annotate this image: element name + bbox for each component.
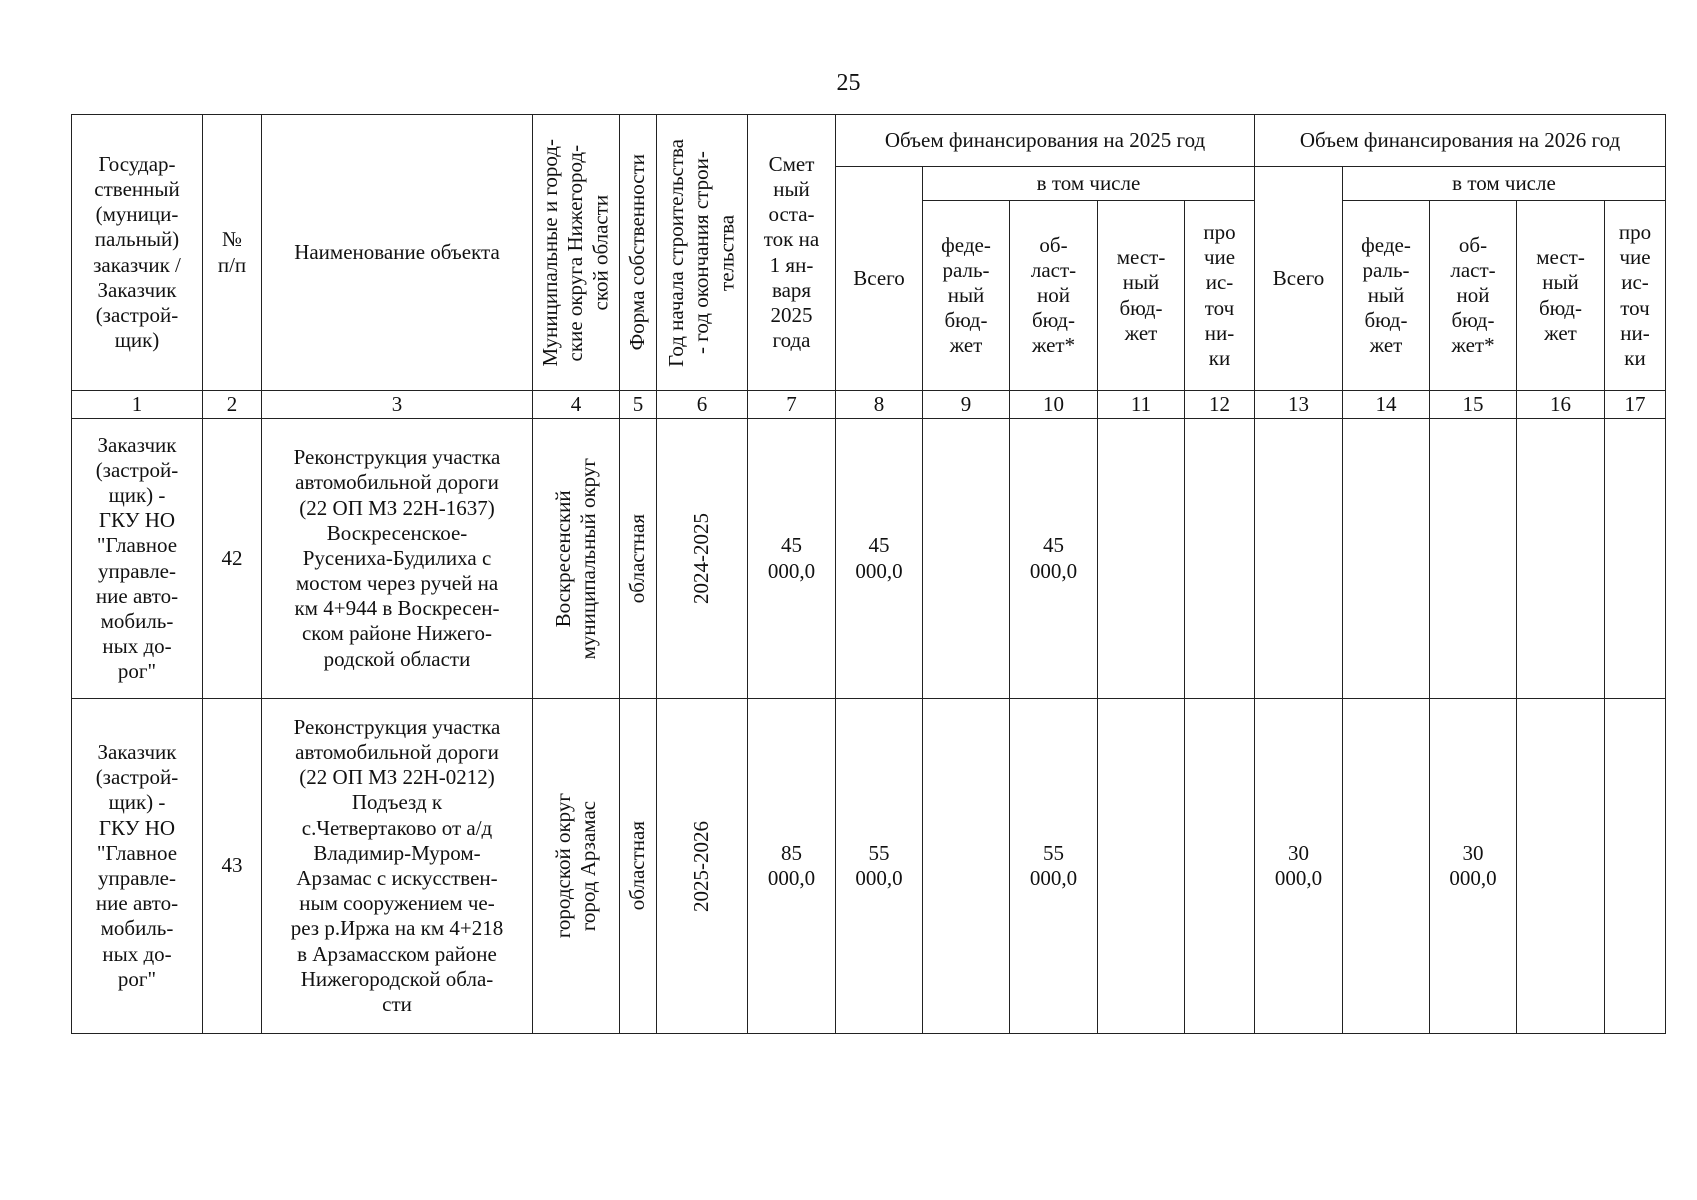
cell-estimate: 85 000,0 — [748, 699, 836, 1034]
cell-other-2026 — [1605, 699, 1666, 1034]
header-total-2026: Всего — [1255, 167, 1343, 391]
cell-other-2025 — [1185, 699, 1255, 1034]
cell-regional-2026: 30 000,0 — [1430, 699, 1517, 1034]
column-number: 13 — [1255, 391, 1343, 419]
header-years — [657, 115, 748, 391]
cell-federal-2026 — [1343, 699, 1430, 1034]
cell-years-text: 2025-2026 — [689, 820, 714, 912]
column-number: 3 — [262, 391, 533, 419]
cell-ownership — [620, 419, 657, 699]
cell-total-2026: 30 000,0 — [1255, 699, 1343, 1034]
table-row — [72, 699, 1666, 1034]
header-fin-2026: Объем финансирования на 2026 год — [1255, 115, 1666, 167]
cell-other-2025 — [1185, 419, 1255, 699]
cell-years-text: 2024-2025 — [689, 513, 714, 604]
column-number: 1 — [72, 391, 203, 419]
cell-customer: Заказчик (застрой- щик) - ГКУ НО "Главное управле- ние авто- мобиль- ных до- рог" — [72, 419, 203, 699]
cell-object-name: Реконструкция участка автомобильной дороги (22 ОП МЗ 22Н-1637) Воскресенское- Русениха-Будилиха с мостом через ручей на км 4+944 в Воскресен- ском районе Нижего- родской области — [262, 419, 533, 699]
header-estimate: Смет ный оста- ток на 1 ян- варя 2025 года — [748, 115, 836, 391]
header-incl-2025: в том числе — [923, 167, 1255, 201]
cell-local-2025 — [1098, 699, 1185, 1034]
cell-regional-2026 — [1430, 419, 1517, 699]
column-number: 5 — [620, 391, 657, 419]
column-number: 14 — [1343, 391, 1430, 419]
cell-total-2026 — [1255, 419, 1343, 699]
cell-other-2026 — [1605, 419, 1666, 699]
cell-total-2025: 45 000,0 — [836, 419, 923, 699]
column-number: 8 — [836, 391, 923, 419]
header-local-2025: мест- ный бюд- жет — [1098, 201, 1185, 391]
header-regional-2026: об- ласт- ной бюд- жет* — [1430, 201, 1517, 391]
header-regional-2025: об- ласт- ной бюд- жет* — [1010, 201, 1098, 391]
column-number: 10 — [1010, 391, 1098, 419]
header-incl-2026: в том числе — [1343, 167, 1666, 201]
header-municipality-text: Муниципальные и город- ские округа Нижегород- ской области — [538, 138, 613, 367]
cell-num: 43 — [203, 699, 262, 1034]
cell-num: 42 — [203, 419, 262, 699]
column-number: 4 — [533, 391, 620, 419]
cell-estimate: 45 000,0 — [748, 419, 836, 699]
cell-municipality — [533, 419, 620, 699]
cell-local-2026 — [1517, 419, 1605, 699]
header-fin-2025: Объем финансирования на 2025 год — [836, 115, 1255, 167]
cell-regional-2025: 55 000,0 — [1010, 699, 1098, 1034]
cell-municipality — [533, 699, 620, 1034]
column-number: 9 — [923, 391, 1010, 419]
cell-regional-2025: 45 000,0 — [1010, 419, 1098, 699]
column-number-row — [72, 391, 1666, 419]
header-municipality — [533, 115, 620, 391]
header-federal-2026: феде- раль- ный бюд- жет — [1343, 201, 1430, 391]
header-ownership-text: Форма собственности — [625, 154, 650, 351]
header-federal-2025: феде- раль- ный бюд- жет — [923, 201, 1010, 391]
cell-ownership-text: областная — [625, 513, 650, 604]
header-row-1 — [72, 115, 1666, 167]
column-number: 12 — [1185, 391, 1255, 419]
cell-years — [657, 419, 748, 699]
cell-customer: Заказчик (застрой- щик) - ГКУ НО "Главное управле- ние авто- мобиль- ных до- рог" — [72, 699, 203, 1034]
cell-ownership — [620, 699, 657, 1034]
header-ownership — [620, 115, 657, 391]
header-total-2025: Всего — [836, 167, 923, 391]
financing-table — [71, 114, 1666, 1034]
column-number: 2 — [203, 391, 262, 419]
cell-ownership-text: областная — [625, 821, 650, 911]
page-number: 25 — [836, 70, 861, 96]
table-row — [72, 419, 1666, 699]
header-other-2025: про чие ис- точ ни- ки — [1185, 201, 1255, 391]
cell-municipality-text: городской округ город Арзамас — [550, 793, 600, 939]
column-number: 6 — [657, 391, 748, 419]
column-number: 17 — [1605, 391, 1666, 419]
cell-local-2026 — [1517, 699, 1605, 1034]
header-customer: Государ- ственный (муници- пальный) заказчик / Заказчик (застрой- щик) — [72, 115, 203, 391]
header-years-text: Год начала строительства - год окончания строи- тельства — [664, 138, 739, 367]
cell-years — [657, 699, 748, 1034]
cell-municipality-text: Воскресенский муниципальный округ — [550, 457, 600, 660]
column-number: 16 — [1517, 391, 1605, 419]
column-number: 11 — [1098, 391, 1185, 419]
cell-local-2025 — [1098, 419, 1185, 699]
cell-total-2025: 55 000,0 — [836, 699, 923, 1034]
cell-federal-2025 — [923, 419, 1010, 699]
column-number: 15 — [1430, 391, 1517, 419]
cell-object-name: Реконструкция участка автомобильной дороги (22 ОП МЗ 22Н-0212) Подъезд к с.Четвертаково от а/д Владимир-Муром- Арзамас с искусствен- ным сооружением че- рез р.Иржа на км 4+218 в Арзамасском районе Нижегородской обла- сти — [262, 699, 533, 1034]
column-number: 7 — [748, 391, 836, 419]
header-local-2026: мест- ный бюд- жет — [1517, 201, 1605, 391]
cell-federal-2026 — [1343, 419, 1430, 699]
header-object-name: Наименование объекта — [262, 115, 533, 391]
header-num: № п/п — [203, 115, 262, 391]
cell-federal-2025 — [923, 699, 1010, 1034]
header-other-2026: про чие ис- точ ни- ки — [1605, 201, 1666, 391]
